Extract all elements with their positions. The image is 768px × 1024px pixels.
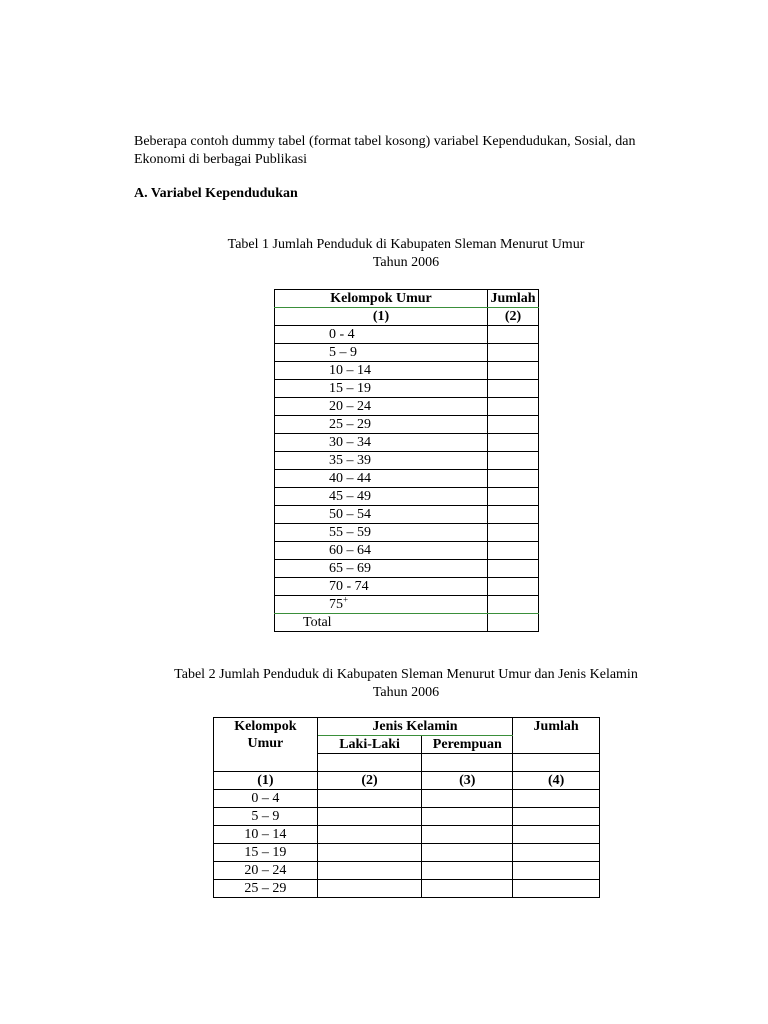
table2-value-cell: [317, 808, 422, 826]
table1-value-cell: [488, 344, 539, 362]
table1-value-cell: [488, 524, 539, 542]
table2-value-cell: [513, 790, 600, 808]
table1-row: [275, 542, 539, 560]
table1-number-row: [275, 308, 539, 326]
table1-last-age-sup: +: [343, 594, 349, 605]
table1-value-cell: [488, 416, 539, 434]
table2-header-kelompok-line-1: Kelompok: [234, 719, 297, 734]
table2-caption-line-1: Tabel 2 Jumlah Penduduk di Kabupaten Sleman Menurut Umur dan Jenis Kelamin: [174, 667, 638, 682]
table1-row: [275, 326, 539, 344]
table1-row: [275, 452, 539, 470]
table1-row: [275, 398, 539, 416]
table2-value-cell: [422, 880, 513, 898]
table1-age-cell: 60 – 64: [275, 542, 488, 560]
table1-row: [275, 578, 539, 596]
table1-value-cell: [488, 452, 539, 470]
table1-value-cell: [488, 506, 539, 524]
table2-value-cell: [513, 808, 600, 826]
table1-row: [275, 560, 539, 578]
table1-age-cell: 50 – 54: [275, 506, 488, 524]
table2-header-row-1: [214, 718, 600, 736]
table2-value-cell: [317, 862, 422, 880]
table2-colnum-2: (2): [317, 772, 422, 790]
table2-colnum-4: (4): [513, 772, 600, 790]
table1-value-cell: [488, 470, 539, 488]
table1-last-age-label: 75: [329, 597, 343, 612]
table1-value-cell: [488, 326, 539, 344]
table2-header-perempuan: Perempuan: [422, 736, 513, 754]
table1-age-cell: 35 – 39: [275, 452, 488, 470]
intro-line-2: Ekonomi di berbagai Publikasi: [134, 152, 308, 167]
section-title: A. Variabel Kependudukan: [134, 186, 298, 201]
table2-age-cell: 20 – 24: [214, 862, 318, 880]
table1-row: [275, 524, 539, 542]
table2-header-jenis-kelamin: Jenis Kelamin: [317, 718, 512, 736]
table1-age-cell: [275, 596, 488, 614]
table2-row: [214, 880, 600, 898]
table2-caption-line-2: Tahun 2006: [372, 685, 440, 700]
table2-header-kelompok-umur: [214, 718, 318, 772]
table1-age-cell: 55 – 59: [275, 524, 488, 542]
table1-age-cell: 40 – 44: [275, 470, 488, 488]
table1-value-cell: [488, 380, 539, 398]
table2-value-cell: [317, 880, 422, 898]
table2-value-cell: [513, 844, 600, 862]
table2-header-kelompok-line-2: Umur: [247, 736, 284, 751]
table2-age-cell: 25 – 29: [214, 880, 318, 898]
table2-row: [214, 790, 600, 808]
table1-row: [275, 470, 539, 488]
table1-row: [275, 344, 539, 362]
table2-age-cell: 10 – 14: [214, 826, 318, 844]
table1-row: [275, 596, 539, 614]
table2-colnum-3: (3): [422, 772, 513, 790]
table2-header-laki-laki: Laki-Laki: [317, 736, 422, 754]
table1-row: [275, 506, 539, 524]
table2-number-row: [214, 772, 600, 790]
table1-age-cell: 20 – 24: [275, 398, 488, 416]
table1-age-cell: 15 – 19: [275, 380, 488, 398]
table2-caption: [134, 666, 678, 702]
table1-total-label: Total: [275, 614, 488, 632]
table2-value-cell: [422, 862, 513, 880]
table1-age-cell: 45 – 49: [275, 488, 488, 506]
table1-value-cell: [488, 362, 539, 380]
table1-row: [275, 416, 539, 434]
table2-age-cell: 5 – 9: [214, 808, 318, 826]
table1-colnum-2: (2): [488, 308, 539, 326]
table1-age-cell: 70 - 74: [275, 578, 488, 596]
table2-value-cell: [422, 826, 513, 844]
table1-value-cell: [488, 578, 539, 596]
table1-header-row: [275, 290, 539, 308]
table1-value-cell: [488, 488, 539, 506]
table1-caption-line-1: Tabel 1 Jumlah Penduduk di Kabupaten Sleman Menurut Umur: [227, 237, 585, 252]
table1-value-cell: [488, 434, 539, 452]
table2-value-cell: [317, 844, 422, 862]
table1-row: [275, 488, 539, 506]
table1-row: [275, 362, 539, 380]
table2-value-cell: [317, 790, 422, 808]
table2-empty-cell: [317, 754, 422, 772]
table2-empty-cell: [513, 754, 600, 772]
table2-value-cell: [513, 880, 600, 898]
table2-row: [214, 808, 600, 826]
table1-caption: [134, 236, 678, 272]
table2-header-jumlah: Jumlah: [513, 718, 600, 754]
table1: [274, 289, 539, 632]
table2-age-cell: 0 – 4: [214, 790, 318, 808]
table2-empty-cell: [422, 754, 513, 772]
table1-row: [275, 380, 539, 398]
table1-age-cell: 30 – 34: [275, 434, 488, 452]
table2-value-cell: [422, 790, 513, 808]
table2-row: [214, 844, 600, 862]
table1-value-cell: [488, 596, 539, 614]
table1-age-cell: 25 – 29: [275, 416, 488, 434]
table1-colnum-1: (1): [275, 308, 488, 326]
table2-value-cell: [513, 826, 600, 844]
table1-age-cell: 0 - 4: [275, 326, 488, 344]
table1-age-cell: 5 – 9: [275, 344, 488, 362]
table2-colnum-1: (1): [214, 772, 318, 790]
table2: [213, 717, 600, 898]
table2-value-cell: [422, 808, 513, 826]
table1-age-cell: 10 – 14: [275, 362, 488, 380]
table1-header-jumlah: Jumlah: [488, 290, 539, 308]
table1-caption-line-2: Tahun 2006: [372, 255, 440, 270]
table1-row: [275, 434, 539, 452]
table2-value-cell: [317, 826, 422, 844]
intro-line-1: Beberapa contoh dummy tabel (format tabel kosong) variabel Kependudukan, Sosial, dan: [134, 134, 636, 149]
table2-value-cell: [513, 862, 600, 880]
table1-total-row: [275, 614, 539, 632]
table1-age-cell: 65 – 69: [275, 560, 488, 578]
table1-value-cell: [488, 398, 539, 416]
table1-value-cell: [488, 560, 539, 578]
table2-row: [214, 826, 600, 844]
table2-age-cell: 15 – 19: [214, 844, 318, 862]
intro-paragraph: [134, 133, 694, 169]
table1-header-kelompok-umur: Kelompok Umur: [275, 290, 488, 308]
table1-total-value: [488, 614, 539, 632]
table1-value-cell: [488, 542, 539, 560]
table2-value-cell: [422, 844, 513, 862]
table2-row: [214, 862, 600, 880]
